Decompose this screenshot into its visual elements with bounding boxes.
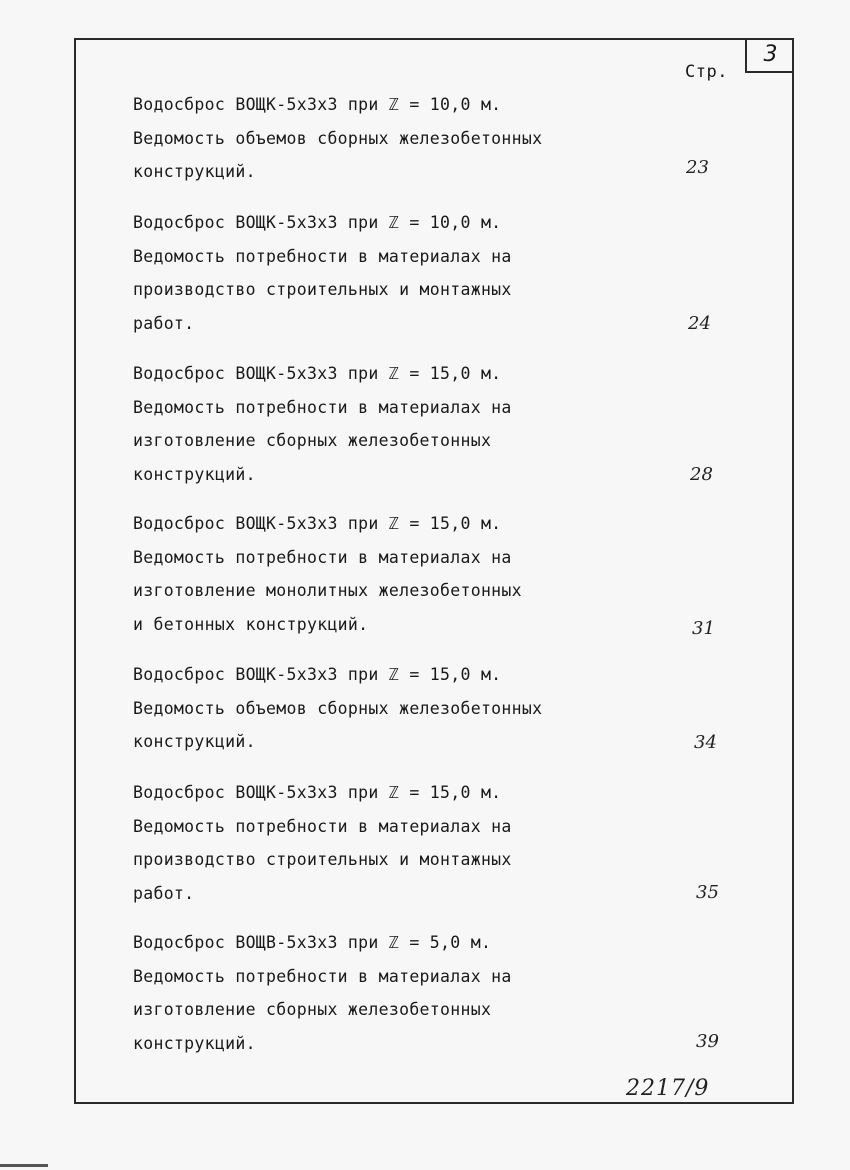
toc-entry [133, 88, 633, 189]
entry-line: и бетонных конструкций. [133, 614, 369, 634]
entry-line: Водосброс ВОЩК-5х3х3 при ℤ = 10,0 м. [133, 213, 502, 232]
entry-line: Ведомость потребности в материалах на [133, 547, 512, 567]
entry-line: конструкций. [133, 162, 256, 181]
entry-page-ref: 35 [696, 882, 719, 903]
entry-page-ref: 28 [690, 464, 713, 485]
page-column-header: Стр. [685, 62, 728, 82]
entry-line: Ведомость потребности в материалах на [133, 816, 512, 836]
entry-line: изготовление сборных железобетонных [133, 431, 492, 450]
entry-line: Водосброс ВОЩК-5х3х3 при ℤ = 15,0 м. [133, 364, 502, 383]
entry-line: конструкций. [133, 464, 256, 484]
entry-line: работ. [133, 883, 195, 903]
toc-entry [133, 507, 633, 641]
entry-page-ref: 23 [686, 157, 709, 178]
toc-entry [133, 357, 633, 491]
entry-line: Ведомость потребности в материалах на [133, 966, 512, 986]
page-number: 3 [745, 38, 794, 73]
entry-line: Водосброс ВОЩК-5х3х3 при ℤ = 15,0 м. [133, 665, 502, 684]
entry-line: Водосброс ВОЩК-5х3х3 при ℤ = 15,0 м. [133, 783, 502, 802]
entry-page-ref: 39 [696, 1031, 719, 1052]
toc-entry [133, 776, 633, 910]
scan-mark [0, 1164, 48, 1167]
entry-page-ref: 24 [688, 313, 711, 334]
entry-line: Ведомость объемов сборных железобетонных [133, 698, 543, 718]
entry-line: Ведомость потребности в материалах на [133, 397, 512, 417]
entry-page-ref: 31 [692, 618, 715, 639]
entry-line: конструкций. [133, 1033, 256, 1053]
entry-line: Водосброс ВОЩВ-5х3х3 при ℤ = 5,0 м. [133, 933, 492, 952]
entry-line: конструкций. [133, 732, 256, 751]
entry-line: Водосброс ВОЩК-5х3х3 при ℤ = 15,0 м. [133, 514, 502, 533]
entry-line: Ведомость объемов сборных железобетонных [133, 128, 543, 148]
entry-line: Ведомость потребности в материалах на [133, 246, 512, 266]
entry-line: изготовление монолитных железобетонных [133, 581, 522, 600]
entry-line: Водосброс ВОЩК-5х3х3 при ℤ = 10,0 м. [133, 95, 502, 114]
toc-entry [133, 206, 633, 340]
entry-page-ref: 34 [694, 732, 717, 753]
entry-line: производство строительных и монтажных [133, 280, 512, 299]
entry-line: производство строительных и монтажных [133, 850, 512, 869]
toc-entry [133, 658, 633, 759]
entry-line: изготовление сборных железобетонных [133, 1000, 492, 1019]
toc-entry [133, 926, 633, 1060]
entry-line: работ. [133, 313, 195, 333]
document-code: 2217/9 [626, 1076, 710, 1101]
